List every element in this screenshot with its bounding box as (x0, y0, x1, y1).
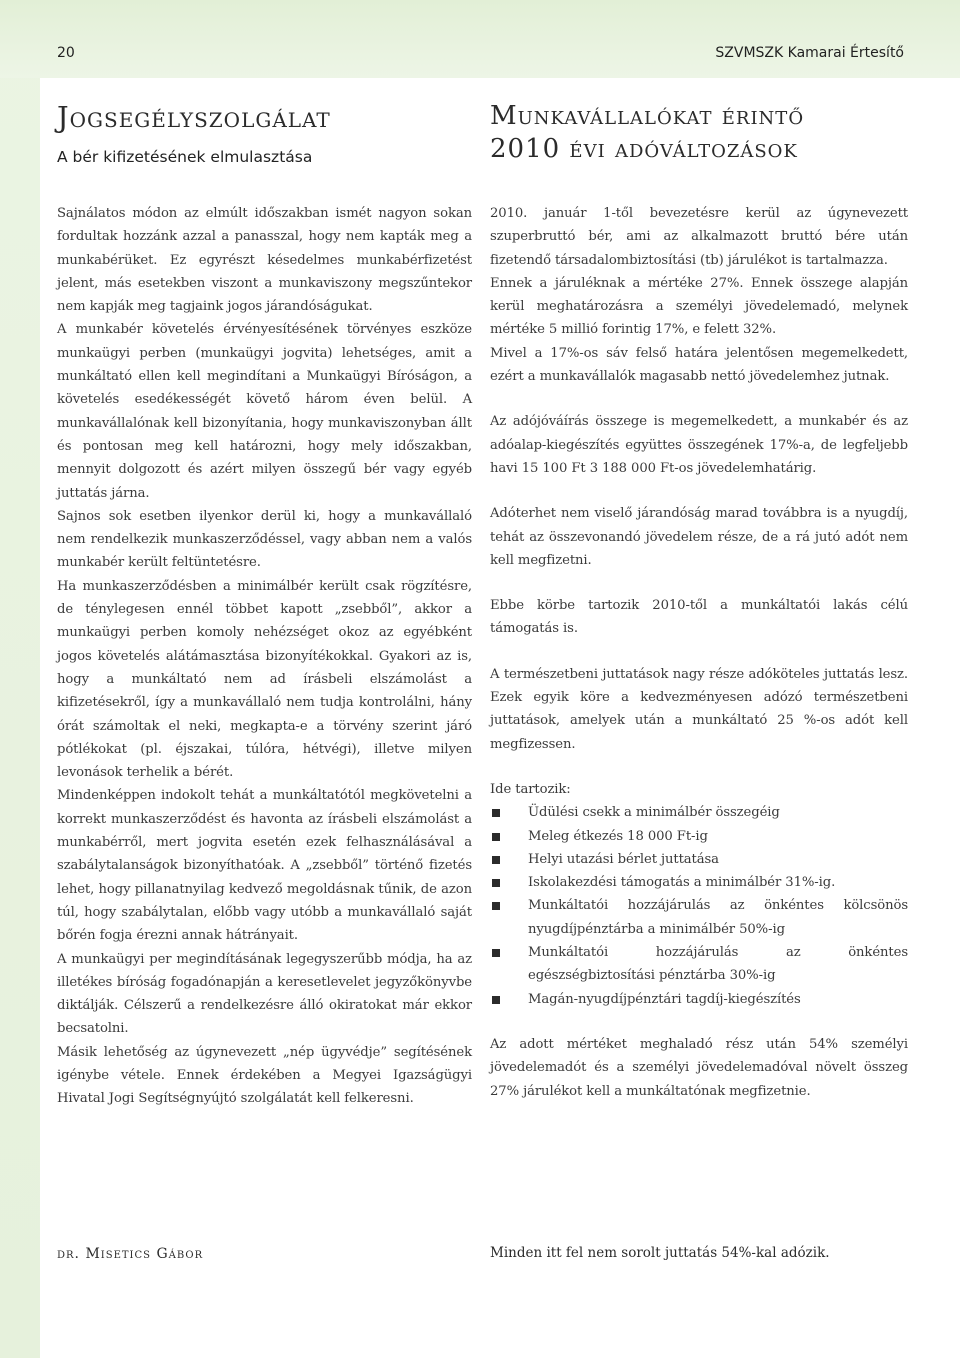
list-item: Munkáltatói hozzájárulás az önkéntes egészségbiztosítási pénztárba 30%-ig (490, 941, 908, 988)
paragraph: Az adott mértéket meghaladó rész után 54% személyi jövedelemadót és a személyi jövedelemadóval növelt összeg 27% járulékot kell a munkáltatónak megfizetnie. (490, 1036, 908, 1099)
title-line: 2010 évi adóváltozások (490, 134, 798, 164)
left-column (57, 100, 472, 1111)
article-body (490, 202, 908, 1103)
benefit-list (490, 801, 908, 1011)
paragraph: 2010. január 1-től bevezetésre kerül az úgynevezett szuperbruttó bér, ami az alkalmazott bruttó bére után fizetendő társadalombiztosítási (tb) járulékot is tartalmazza. (490, 206, 908, 268)
paragraph: Mindenképpen indokolt tehát a munkáltatótól megkövetelni a korrekt munkaszerződést és havonta az írásbeli elszámolást a munkabérről, mert jogvita esetén ezek felhasználásával a szabálytalanságok bizonyíthatóak. A „zsebből” történő fizetés lehet, hogy pillanatnyilag kedvező megoldásnak tűnik, de azon túl, hogy szabálytalan, előbb vagy utóbb a munkavállaló saját bőrén fogja érezni annak hátrányait. (57, 788, 472, 944)
paragraph: Adóterhet nem viselő járandóság marad továbbra is a nyugdíj, tehát az összevonandó jövedelem része, de a rá jutó adót nem kell megfizetni. (490, 506, 908, 568)
publication-title: SZVMSZK Kamarai Értesítő (715, 45, 904, 61)
right-column (490, 100, 908, 1103)
list-item: Iskolakezdési támogatás a minimálbér 31%-ig. (490, 871, 908, 894)
paragraph: Az adójóváírás összege is megemelkedett, a munkabér és az adóalap-kiegészítés együttes összegének 17%-a, de legfeljebb havi 15 100 Ft 3 188 000 Ft-os jövedelemhatárig. (490, 414, 908, 476)
paragraph: A természetbeni juttatások nagy része adóköteles juttatás lesz. Ezek egyik köre a kedvezményesen adózó természetbeni juttatások, amelyek után a munkáltató 25 %-os adót kell megfizessen. (490, 666, 908, 752)
page-header (0, 0, 960, 78)
list-item: Üdülési csekk a minimálbér összegéig (490, 801, 908, 824)
paragraph: Mivel a 17%-os sáv felső határa jelentősen megemelkedett, ezért a munkavállalók magasabb nettó jövedelemhez jutnak. (490, 345, 908, 385)
list-item: Munkáltatói hozzájárulás az önkéntes kölcsönös nyugdíjpénztárba a minimálbér 50%-ig (490, 894, 908, 941)
paragraph: A munkabér követelés érvényesítésének törvényes eszköze munkaügyi perben (munkaügyi jogvita) lehetséges, amit a munkáltató ellen kell megindítani a Munkaügyi Bíróságon, a követelés esedékességét követő három éven belül. A munkavállalónak kell bizonyítania, hogy munkaviszonyban állt és pontosan meg kell határozni, hogy mely időszakban, mennyit dolgozott és azért milyen összegű bér vagy egyéb juttatás járna. (57, 322, 472, 501)
paragraph: A munkaügyi per megindításának legegyszerűbb módja, ha az illetékes bíróság fogadónapján a keresetlevelet jegyzőkönyvbe diktálják. Célszerű a rendelkezésre álló okiratokat már ekkor becsatolni. (57, 951, 472, 1037)
footer-note: Minden itt fel nem sorolt juttatás 54%-kal adózik. (490, 1245, 830, 1261)
list-item: Meleg étkezés 18 000 Ft-ig (490, 825, 908, 848)
title-line: Munkavállalókat érintő (490, 101, 805, 131)
paragraph: Ennek a járuléknak a mértéke 27%. Ennek összege alapján kerül meghatározásra a személyi jövedelemadó, melynek mértéke 5 millió forintig 17%, e felett 32%. (490, 275, 908, 338)
section-title-adovaltozasok (490, 100, 908, 166)
paragraph: Sajnos sok esetben ilyenkor derül ki, hogy a munkavállaló nem rendelkezik munkaszerződéssel, vagy abban nem a valós munkabér került feltüntetésre. (57, 508, 472, 571)
page-number: 20 (57, 45, 75, 61)
article-subtitle: A bér kifizetésének elmulasztása (57, 148, 313, 166)
list-item: Magán-nyugdíjpénztári tagdíj-kiegészítés (490, 988, 908, 1011)
author-signature: dr. Misetics Gábor (57, 1246, 204, 1262)
paragraph: Ebbe körbe tartozik 2010-től a munkáltatói lakás célú támogatás is. (490, 598, 908, 637)
article-body (57, 202, 472, 1111)
paragraph: Másik lehetőség az úgynevezett „nép ügyvédje” segítésének igénybe vétele. Ennek érdekében a Megyei Igazságügyi Hivatal Jogi Segítségnyújtó szolgálatát kell felkeresni. (57, 1044, 472, 1107)
sidebar-decoration (0, 0, 40, 1358)
section-title-jogsegely: Jogsegélyszolgálat (57, 100, 331, 134)
list-intro: Ide tartozik: (490, 781, 571, 797)
paragraph: Sajnálatos módon az elmúlt időszakban ismét nagyon sokan fordultak hozzánk azzal a panasszal, hogy nem kapták meg a munkabérüket. Ez egyrészt késedelmes munkabérfizetést jelent, más esetekben viszont a munkaviszony megszűntekor nem kapják meg tagjaink jogos járandóságukat. (57, 206, 472, 315)
list-item: Helyi utazási bérlet juttatása (490, 848, 908, 871)
paragraph: Ha munkaszerződésben a minimálbér került csak rögzítésre, de ténylegesen ennél többet kapott „zsebből”, akkor a munkaügyi perben komoly nehézséget okoz az egyébként jogos követelés alátámasztása bizonyítékokkal. Gyakori az is, hogy a munkáltató nem ad írásbeli elszámolást a kifizetésekről, így a munkavállaló nem tudja kontrolálni, hány órát számoltak el neki, megkapta-e a törvény szerint járó pótlékokat (pl. éjszakai, túlóra, hétvégi), illetve milyen levonások terhelik a bérét. (57, 578, 472, 781)
